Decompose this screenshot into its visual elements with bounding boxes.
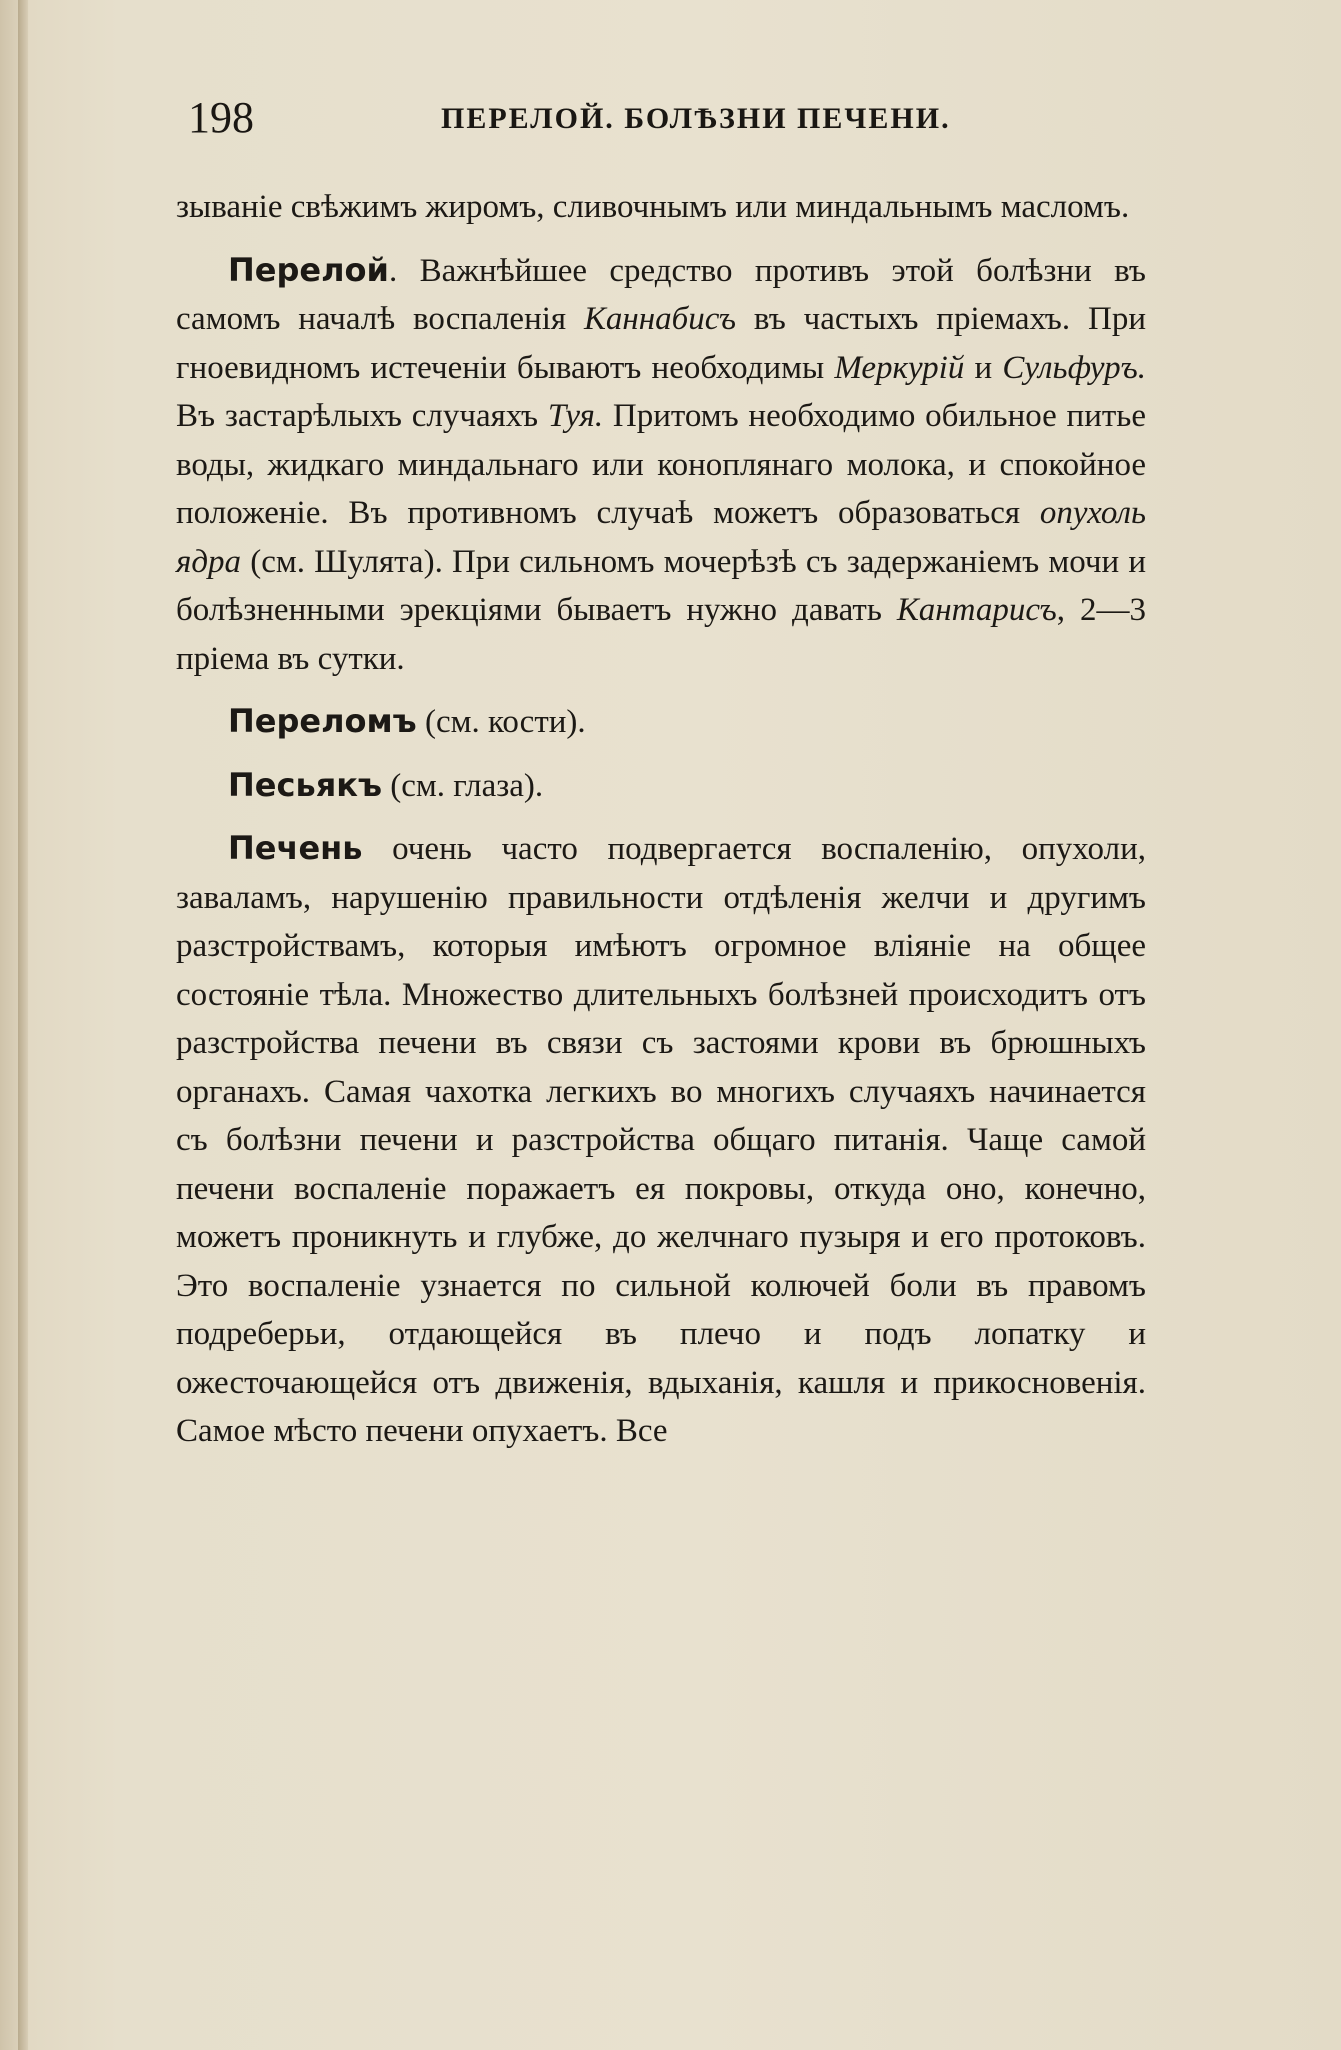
page-header bbox=[176, 92, 1176, 148]
entry-term: Песьякъ bbox=[228, 765, 382, 804]
remedy-name: опухоль ядра bbox=[176, 495, 1146, 580]
binding-edge bbox=[18, 0, 28, 2050]
entry-perelom bbox=[176, 697, 1146, 747]
entry-text: очень часто подвергается воспаленiю, опухоли, заваламъ, нарушенiю правильности отдѣленiя желчи и другимъ разстройствамъ, которыя имѣютъ огромное влiянiе на общее состоянiе тѣла. Множество длительныхъ болѣзней происходитъ отъ разстройства печени въ связи съ застоями крови въ брюшныхъ органахъ. Самая чахотка легкихъ во многихъ случаяхъ начинается съ болѣзни печени и разстройства общаго питанiя. Чаще самой печени воспаленiе поражаетъ ея покровы, откуда оно, конечно, можетъ проникнуть и глубже, до желчнаго пузыря и его протоковъ. Это воспаленiе узнается по сильной колючей боли въ правомъ подреберьи, отдающейся въ плечо и подъ лопатку и ожесточающейся отъ движенiя, вдыханiя, кашля и прикосновенiя. Самое мѣсто печени опухаетъ. Все bbox=[176, 831, 1146, 1449]
paragraph-continuation bbox=[176, 183, 1146, 232]
entry-text: (см. Шулята). При сильномъ мочерѣзѣ съ задержанiемъ мочи и болѣзненными эрекцiями бываетъ нужно давать bbox=[176, 543, 1146, 628]
entry-text: Притомъ необходимо обильное питье воды, жидкаго миндальнаго или конoплянаго молока, и спокойное положенiе. Въ противномъ случаѣ можетъ образоваться bbox=[176, 398, 1146, 531]
entry-text: (см. глаза). bbox=[382, 767, 544, 804]
entry-text: Въ застарѣлыхъ случаяхъ bbox=[176, 398, 548, 434]
entry-term: Печень bbox=[228, 829, 363, 867]
running-title: ПЕРЕЛОЙ. БОЛѢЗНИ ПЕЧЕНИ. bbox=[441, 102, 951, 135]
body-text bbox=[176, 183, 1146, 1470]
entry-text: (см. кости). bbox=[416, 704, 586, 740]
entry-pechen bbox=[176, 824, 1146, 1456]
remedy-name: Сульфуръ. bbox=[1002, 349, 1146, 386]
entry-text: . Важнѣйшее средство противъ этой болѣзни въ самомъ началѣ воспаленiя bbox=[176, 252, 1146, 337]
entry-term: Перелой bbox=[228, 250, 389, 289]
entry-term: Переломъ bbox=[228, 702, 417, 740]
entry-pereloy bbox=[176, 246, 1146, 684]
remedy-name: Туя. bbox=[547, 398, 604, 434]
remedy-name: Каннабисъ bbox=[583, 301, 737, 337]
entry-pesyak bbox=[176, 761, 1146, 811]
remedy-name: Кантарисъ bbox=[896, 592, 1057, 628]
entry-text: и bbox=[964, 349, 1003, 386]
entry-text: , 2—3 прiема въ сутки. bbox=[176, 592, 1147, 677]
remedy-name: Меркурiй bbox=[834, 349, 965, 386]
paragraph-text: зыванiе свѣжимъ жиромъ, сливочнымъ или миндальнымъ масломъ. bbox=[176, 189, 1130, 225]
entry-text: въ частыхъ прiемахъ. При гноевидномъ истеченiи бываютъ необходимы bbox=[176, 301, 1146, 386]
page-number: 198 bbox=[188, 93, 254, 142]
